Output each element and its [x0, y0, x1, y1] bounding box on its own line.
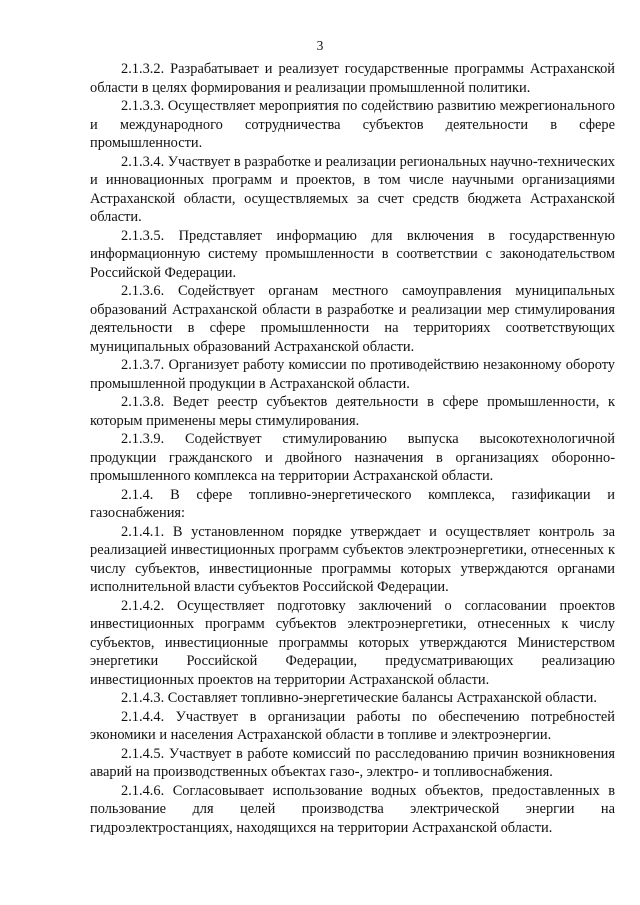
paragraph: 2.1.3.4. Участвует в разработке и реализации региональных научно-технических и инновационных программ и проектов, в том числе научными организациями Астраханской области, осуществляемых за счет средств бюджета Астраханской области. — [90, 153, 615, 225]
paragraph: 2.1.3.6. Содействует органам местного самоуправления муниципальных образований Астраханской области в разработке и реализации мер стимулирования деятельности в сфере промышленности на территориях соответствующих муниципальных образований Астраханской области. — [90, 283, 615, 355]
paragraph: 2.1.3.5. Представляет информацию для включения в государственную информационную систему промышленности в соответствии с законодательством Российской Федерации. — [90, 227, 615, 281]
paragraph: 2.1.4.4. Участвует в организации работы по обеспечению потребностей экономики и населения Астраханской области в топливе и электроэнергии. — [90, 708, 615, 743]
paragraph: 2.1.3.3. Осуществляет мероприятия по содействию развитию межрегионального и международного сотрудничества субъектов деятельности в сфере промышленности. — [90, 98, 615, 151]
paragraph: 2.1.3.8. Ведет реестр субъектов деятельности в сфере промышленности, к которым применены меры стимулирования. — [90, 394, 615, 429]
paragraph: 2.1.3.7. Организует работу комиссии по противодействию незаконному обороту промышленной продукции в Астраханской области. — [90, 357, 615, 392]
paragraph: 2.1.3.2. Разрабатывает и реализует государственные программы Астраханской области в целях формирования и реализации промышленной политики. — [90, 61, 615, 96]
document-body — [90, 60, 615, 837]
paragraph: 2.1.4.2. Осуществляет подготовку заключений о согласовании проектов инвестиционных программ субъектов электроэнергетики, отнесенных к числу субъектов, инвестиционные программы которых утверждаются Министерством энергетики Российской Федерации, предусматривающих реализацию инвестиционных проектов на территории Астраханской области. — [90, 597, 615, 688]
paragraph: 2.1.4.3. Составляет топливно-энергетические балансы Астраханской области. — [121, 690, 597, 706]
paragraph: 2.1.3.9. Содействует стимулированию выпуска высокотехнологичной продукции гражданского и двойного назначения в организациях оборонно-промышленного комплекса на территории Астраханской области. — [90, 431, 615, 484]
paragraph: 2.1.4.5. Участвует в работе комиссий по расследованию причин возникновения аварий на производственных объектах газо-, электро- и топливоснабжения. — [90, 745, 615, 780]
paragraph: 2.1.4.1. В установленном порядке утверждает и осуществляет контроль за реализацией инвестиционных программ субъектов электроэнергетики, отнесенных к числу субъектов, инвестиционные программы которых утверждаются органами исполнительной власти субъектов Российской Федерации. — [90, 523, 615, 595]
section-heading: 2.1.4. В сфере топливно-энергетического комплекса, газификации и газоснабжения: — [90, 486, 615, 521]
paragraph: 2.1.4.6. Согласовывает использование водных объектов, предоставленных в пользование для целей производства электрической энергии на гидроэлектростанциях, находящихся на территории Астраханской области. — [90, 782, 615, 836]
page-number: 3 — [316, 38, 324, 53]
